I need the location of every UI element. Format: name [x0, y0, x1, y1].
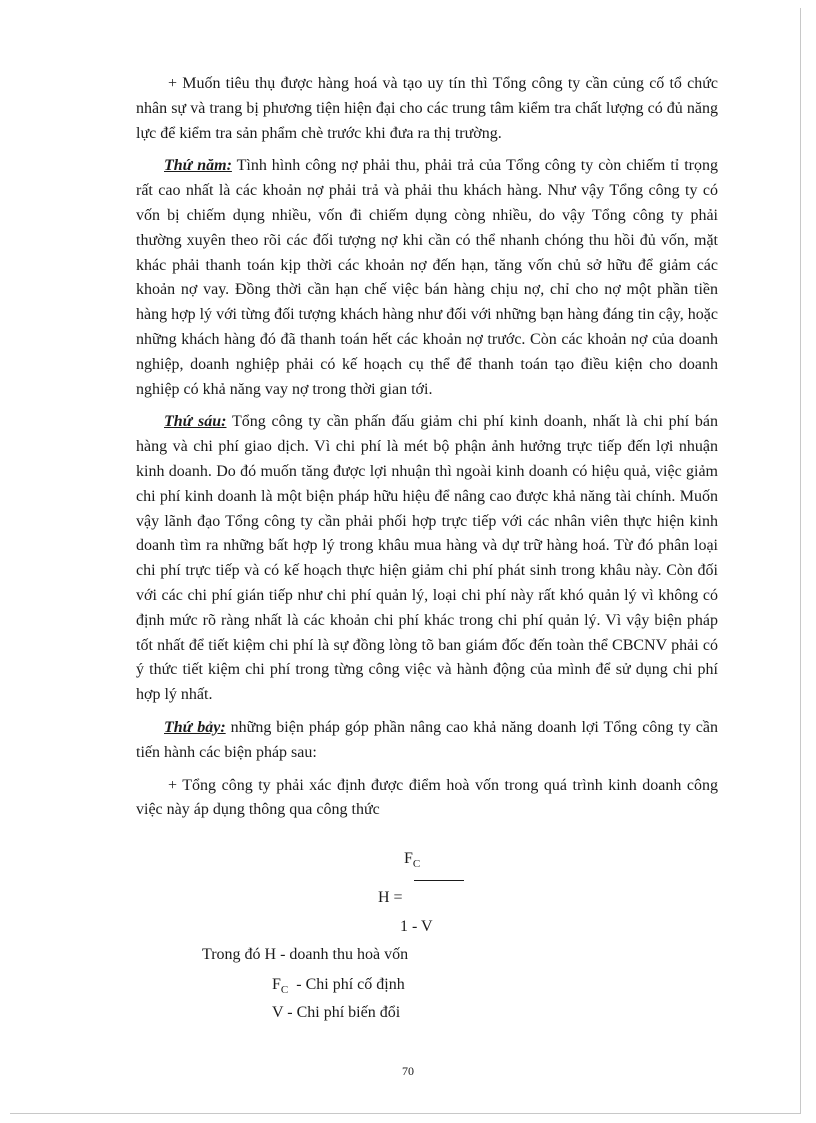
definition-v: V - Chi phí biến đổi	[272, 1004, 401, 1021]
paragraph-fifth	[136, 154, 718, 402]
paragraph-fifth-text: Tình hình công nợ phải thu, phải trả của Tổng công ty còn chiếm tỉ trọng rất cao nhất là các khoản nợ phải trả và phải thu khách hàng. Như vậy Tổng công ty có vốn bị chiếm dụng nhiều, vốn đi chiếm dụng còng nhiều, do vậy Tổng công ty phải thường xuyên theo rõi các đối tượng nợ khi cần có thể nhanh chóng thu hồi đủ vốn, mặt khác phải thanh toán kịp thời các khoản nợ đến hạn, tăng vốn chủ sở hữu để giảm các khoản nợ vay. Đồng thời cần hạn chế việc bán hàng chịu nợ, chỉ cho nợ một phần tiền hàng hợp lý với từng đối tượng khách hàng như đối với những bạn hàng đáng tin cậy, hoặc những khách hàng đó đã thanh toán hết các khoản nợ trước. Còn các khoản nợ của doanh nghiệp, doanh nghiệp phải có kế hoạch cụ thể để thanh toán tạo điều kiện cho doanh nghiệp có khả năng vay nợ trong thời gian tới.	[136, 157, 718, 398]
document-body	[136, 72, 718, 831]
paragraph-sixth-text: Tổng công ty cần phấn đấu giảm chi phí kinh doanh, nhất là chi phí bán hàng và chi phí giao dịch. Vì chi phí là mét bộ phận ảnh hưởng trực tiếp đến lợi nhuận kinh doanh. Do đó muốn tăng được lợi nhuận thì ngoài kinh doanh có hiệu quả, việc giảm chi phí kinh doanh là một biện pháp hữu hiệu để nâng cao được khả năng tài chính. Muốn vậy lãnh đạo Tổng công ty cần phải phối hợp trực tiếp với các nhân viên thực hiện kinh doanh tìm ra những bất hợp lý trong khâu mua hàng và dự trữ hàng hoá. Từ đó phân loại chi phí trực tiếp và có kế hoạch thực hiện giảm chi phí phát sinh trong khâu này. Còn đối với các chi phí gián tiếp như chi phí quản lý, loại chi phí này rất khó quản lý vì không có định mức rõ ràng nhất là các khoản chi phí khác trong chi phí quản lý. Vì vậy biện pháp tốt nhất để tiết kiệm chi phí là sự đồng lòng tõ ban giám đốc đến toàn thể CBCNV phải có ý thức tiết kiệm chi phí trong từng công việc và hành động của mình để sử dụng chi phí hợp lý nhất.	[136, 413, 718, 704]
heading-seventh: Thứ bảy:	[164, 718, 226, 736]
formula-lhs: H =	[378, 889, 403, 906]
paragraph-sixth	[136, 410, 718, 708]
heading-sixth: Thứ sáu:	[164, 413, 227, 431]
paragraph-quality-control: + Muốn tiêu thụ được hàng hoá và tạo uy tín thì Tổng công ty cần củng cố tổ chức nhân sự và trang bị phương tiện hiện đại cho các trung tâm kiểm tra chất lượng có đủ năng lực để kiểm tra sản phẩm chè trước khi đưa ra thị trường.	[136, 75, 718, 142]
paragraph-breakeven: + Tổng công ty phải xác định được điểm hoà vốn trong quá trình kinh doanh công việc này áp dụng thông qua công thức	[136, 776, 718, 819]
definition-fc: $F_C$ - Chi phí cố định	[272, 976, 405, 997]
formula-numerator: $F_C$	[404, 850, 421, 871]
paragraph-seventh-text: những biện pháp góp phần nâng cao khả năng doanh lợi Tổng công ty cần tiến hành các biện pháp sau:	[136, 718, 718, 761]
heading-fifth: Thứ năm:	[164, 157, 232, 175]
page-number: 70	[402, 1064, 414, 1078]
paragraph-seventh	[136, 716, 718, 766]
formula-denominator: 1 - V	[400, 918, 433, 935]
definition-h: Trong đó H - doanh thu hoà vốn	[202, 946, 409, 963]
